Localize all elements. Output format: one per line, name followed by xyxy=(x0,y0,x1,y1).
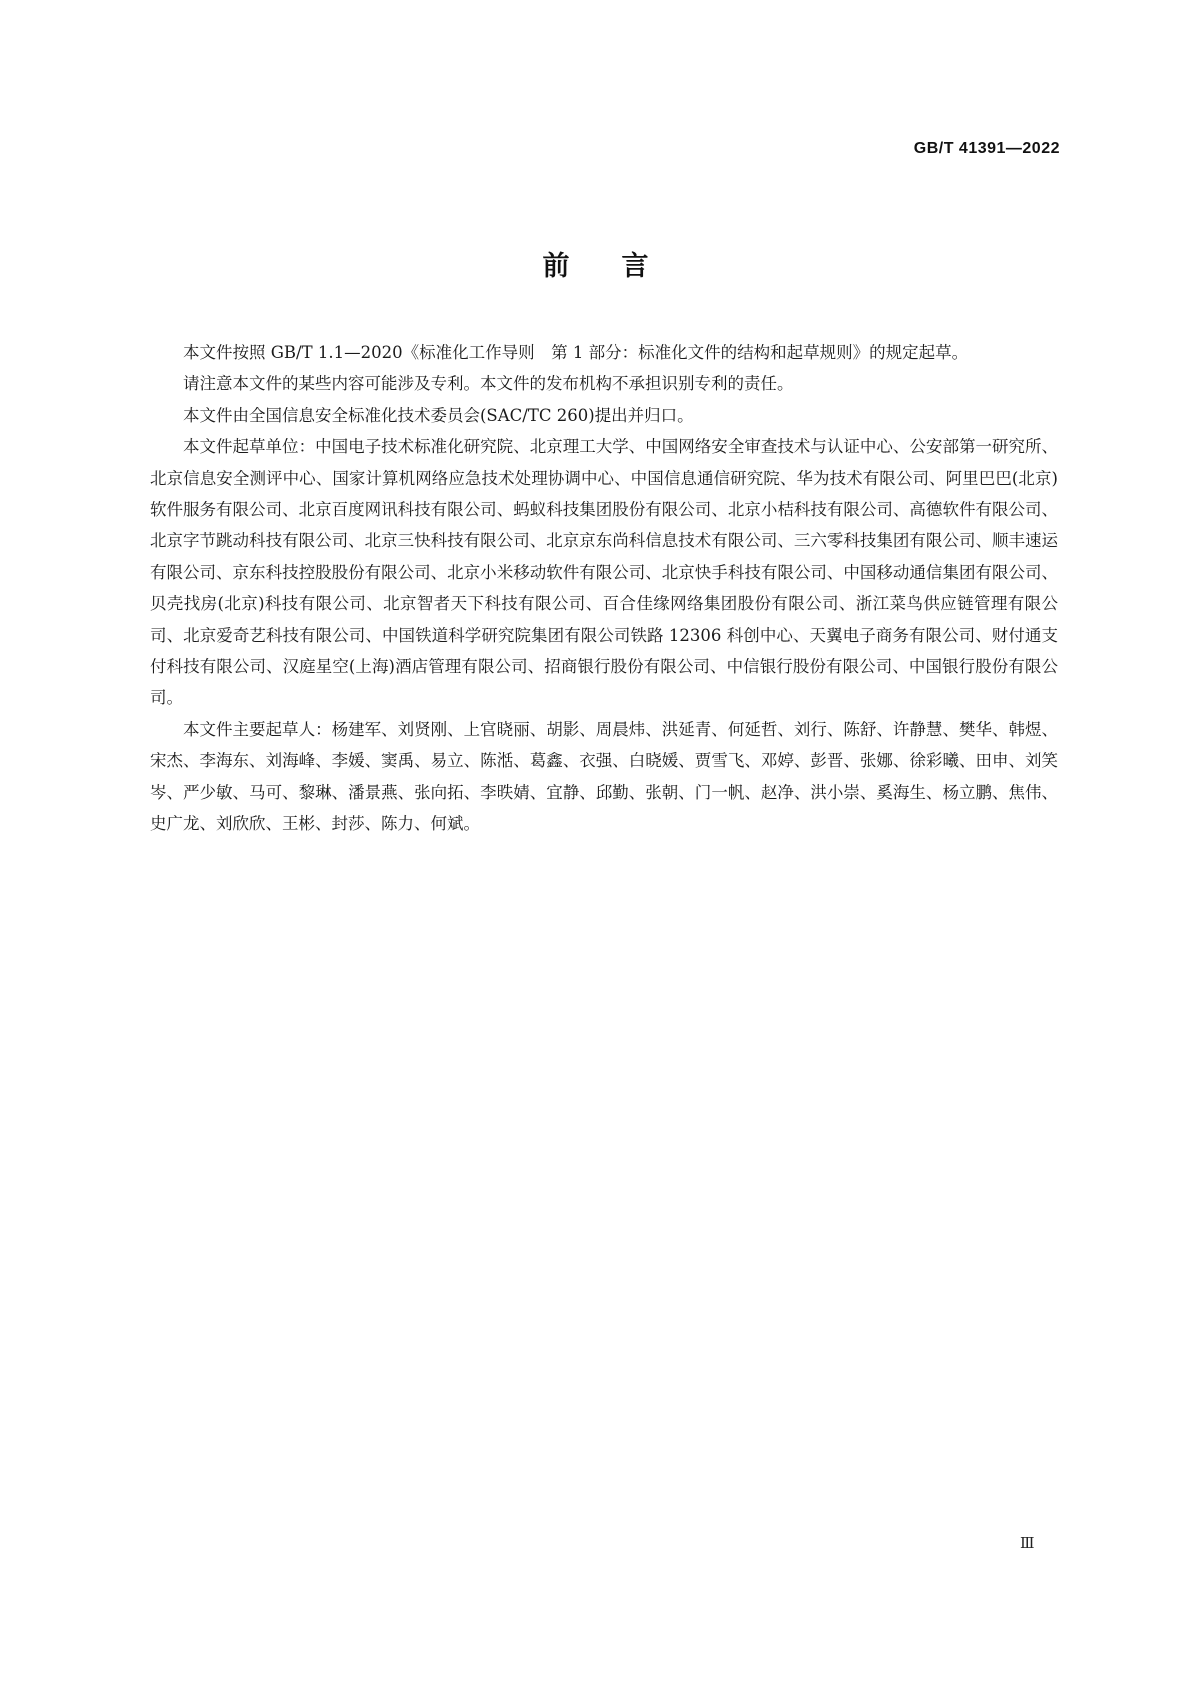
paragraph-drafting-rules: 本文件按照 GB/T 1.1—2020《标准化工作导则 第 1 部分：标准化文件的结构和起草规则》的规定起草。 xyxy=(183,343,969,362)
page-title: 前言 xyxy=(542,251,701,282)
paragraph-proposer: 本文件由全国信息安全标准化技术委员会(SAC/TC 260)提出并归口。 xyxy=(183,405,694,425)
paragraph-patent-notice: 请注意本文件的某些内容可能涉及专利。本文件的发布机构不承担识别专利的责任。 xyxy=(183,374,794,394)
paragraph-drafting-units: 本文件起草单位：中国电子技术标准化研究院、北京理工大学、中国网络安全审查技术与认证中心、公安部第一研究所、北京信息安全测评中心、国家计算机网络应急技术处理协调中心、中国信息通信研究院、华为技术有限公司、阿里巴巴(北京)软件服务有限公司、北京百度网讯科技有限公司、蚂蚁科技集团股份有限公司、北京小桔科技有限公司、高德软件有限公司、北京字节跳动科技有限公司、北京三快科技有限公司、北京京东尚科信息技术有限公司、三六零科技集团有限公司、顺丰速运有限公司、京东科技控股股份有限公司、北京小米移动软件有限公司、北京快手科技有限公司、中国移动通信集团有限公司、贝壳找房(北京)科技有限公司、北京智者天下科技有限公司、百合佳缘网络集团股份有限公司、浙江菜鸟供应链管理有限公司、北京爱奇艺科技有限公司、中国铁道科学研究院集团有限公司铁路 12306 科创中心、天翼电子商务有限公司、财付通支付科技有限公司、汉庭星空(上海)酒店管理有限公司、招商银行股份有限公司、中信银行股份有限公司、中国银行股份有限公司。 xyxy=(150,437,1058,708)
paragraph-drafters: 本文件主要起草人：杨建军、刘贤刚、上官晓丽、胡影、周晨炜、洪延青、何延哲、刘行、陈舒、许静慧、樊华、韩煜、宋杰、李海东、刘海峰、李媛、窦禹、易立、陈湉、葛鑫、衣强、白晓媛、贾雪飞、邓婷、彭晋、张娜、徐彩曦、田申、刘笑岑、严少敏、马可、黎琳、潘景燕、张向拓、李昳婧、宜静、邱勤、张朝、门一帆、赵净、洪小崇、奚海生、杨立鹏、焦伟、史广龙、刘欣欣、王彬、封莎、陈力、何斌。 xyxy=(150,719,1058,834)
page-number: Ⅲ xyxy=(1020,1536,1035,1552)
standard-number: GB/T 41391—2022 xyxy=(913,140,1060,157)
document-body xyxy=(150,337,1058,840)
